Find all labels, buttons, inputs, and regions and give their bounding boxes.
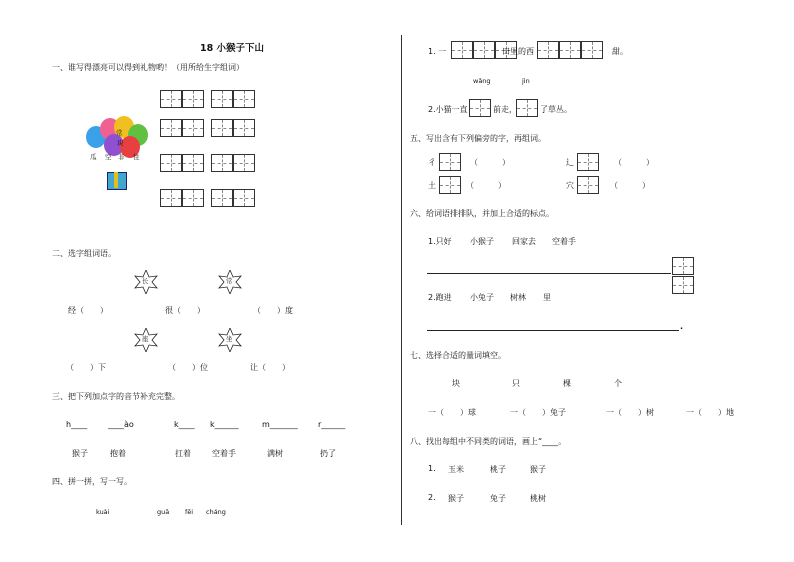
- tian-cell[interactable]: [473, 41, 495, 59]
- q5-heading: 五、写出含有下列偏旁的字，再组词。: [410, 134, 546, 143]
- fill-blank[interactable]: （ ）: [470, 158, 510, 167]
- radical: 土: [428, 181, 436, 190]
- tian-cell[interactable]: [211, 154, 233, 172]
- pinyin-prompt: kuài: [96, 508, 110, 516]
- sentence-1a: 1. 一: [428, 47, 447, 56]
- column-divider: [401, 35, 402, 525]
- word[interactable]: 猴子: [530, 465, 546, 474]
- fill-blank[interactable]: （ ）位: [168, 363, 208, 372]
- balloon-char: 空: [105, 153, 112, 161]
- fill-blank[interactable]: 经（ ）: [68, 306, 108, 315]
- word[interactable]: 猴子: [448, 494, 464, 503]
- fill-blank[interactable]: （ ）: [610, 181, 650, 190]
- tian-cell[interactable]: [439, 176, 461, 194]
- word: 满树: [267, 449, 283, 458]
- balloon-char: 非: [118, 153, 125, 161]
- measure-word: 棵: [563, 379, 571, 388]
- word[interactable]: 兔子: [490, 494, 506, 503]
- page-title: 18 小猴子下山: [200, 43, 265, 54]
- answer-line[interactable]: [427, 330, 679, 331]
- tian-cell[interactable]: [160, 90, 182, 108]
- q1-heading: 一、谁写得漂亮可以得到礼物哟！（用所给生字组词）: [52, 63, 244, 72]
- gift-ribbon: [114, 172, 118, 188]
- pinyin-prompt: guā: [157, 508, 170, 516]
- word: 回家去: [512, 237, 536, 246]
- measure-word: 块: [452, 379, 460, 388]
- q6-heading: 六、给词语排排队，并加上合适的标点。: [410, 209, 554, 218]
- tian-cell[interactable]: [160, 189, 182, 207]
- tian-cell[interactable]: [451, 41, 473, 59]
- group-number: 2.: [428, 493, 436, 502]
- fill-blank[interactable]: 一（ ）球: [428, 408, 476, 417]
- word: 空着手: [212, 449, 236, 458]
- sentence-1c: 甜。: [612, 47, 628, 56]
- balloon-char: 常: [116, 129, 123, 137]
- q7-heading: 七、选择合适的量词填空。: [410, 351, 506, 360]
- tian-cell[interactable]: [182, 189, 204, 207]
- tian-cell[interactable]: [233, 119, 255, 137]
- word: 空着手: [552, 237, 576, 246]
- radical: 辶: [566, 158, 574, 167]
- tian-cell[interactable]: [577, 176, 599, 194]
- word: 树林: [510, 293, 526, 302]
- fill-blank[interactable]: （ ）: [614, 158, 654, 167]
- fill-blank[interactable]: （ ）: [466, 181, 506, 190]
- sentence-2c: 了草丛。: [540, 105, 572, 114]
- tian-cell[interactable]: [182, 154, 204, 172]
- tian-cell[interactable]: [233, 154, 255, 172]
- q2-heading: 二、选字组词语。: [52, 249, 116, 258]
- tian-cell[interactable]: [182, 90, 204, 108]
- balloon-char: 往: [133, 153, 140, 161]
- measure-word: 只: [512, 379, 520, 388]
- pinyin-blank[interactable]: m_______: [262, 420, 298, 429]
- pinyin-prompt: wǎng: [473, 77, 491, 85]
- tian-cell[interactable]: [233, 189, 255, 207]
- pinyin-blank[interactable]: h____: [66, 420, 88, 429]
- fill-blank[interactable]: 很（ ）: [165, 306, 205, 315]
- sentence-2b: 前走，: [493, 105, 517, 114]
- sentence-2a: 2.小猫一直: [428, 105, 468, 114]
- tian-cell[interactable]: [439, 153, 461, 171]
- star-char: 座: [142, 335, 149, 343]
- pinyin-prompt: jìn: [522, 77, 530, 85]
- tian-cell[interactable]: [233, 90, 255, 108]
- tian-cell[interactable]: [577, 153, 599, 171]
- answer-line[interactable]: [427, 273, 671, 274]
- word: 小兔子: [470, 293, 494, 302]
- pinyin-blank[interactable]: k____: [174, 420, 195, 429]
- tian-cell[interactable]: [537, 41, 559, 59]
- fill-blank[interactable]: 一（ ）兔子: [510, 408, 566, 417]
- word: 抱着: [110, 449, 126, 458]
- pinyin-prompt: cháng: [206, 508, 226, 516]
- pinyin-prompt: fēi: [185, 508, 194, 516]
- fill-blank[interactable]: （ ）下: [66, 363, 106, 372]
- tian-cell[interactable]: [516, 99, 538, 117]
- tian-cell[interactable]: [672, 257, 694, 275]
- pinyin-blank[interactable]: k______: [210, 420, 239, 429]
- word[interactable]: 玉米: [448, 465, 464, 474]
- radical: 穴: [566, 181, 574, 190]
- q3-heading: 三、把下列加点字的音节补充完整。: [52, 392, 180, 401]
- fill-blank[interactable]: 一（ ）树: [606, 408, 654, 417]
- word[interactable]: 桃树: [530, 494, 546, 503]
- fill-blank[interactable]: 让（ ）: [250, 363, 290, 372]
- balloon-char: 瓜: [90, 153, 97, 161]
- tian-cell[interactable]: [559, 41, 581, 59]
- tian-cell[interactable]: [469, 99, 491, 117]
- tian-cell[interactable]: [182, 119, 204, 137]
- word[interactable]: 桃子: [490, 465, 506, 474]
- tian-cell[interactable]: [211, 119, 233, 137]
- word: 1.只好: [428, 237, 452, 246]
- balloon-char: 块: [117, 139, 124, 147]
- star-char: 长: [142, 277, 149, 285]
- fill-blank[interactable]: 一（ ）地: [686, 408, 734, 417]
- measure-word: 个: [614, 379, 622, 388]
- tian-cell[interactable]: [211, 90, 233, 108]
- word: 2.跑进: [428, 293, 452, 302]
- word: 猴子: [72, 449, 88, 458]
- radical: 彳: [428, 158, 436, 167]
- word: 扔了: [320, 449, 336, 458]
- q8-heading: 八、找出每组中不同类的词语，画上“____。: [410, 437, 567, 446]
- word: 扛着: [175, 449, 191, 458]
- period-mark: .: [680, 322, 684, 331]
- q4-heading: 四、拼一拼，写一写。: [52, 477, 132, 486]
- star-char: 常: [226, 277, 233, 285]
- sentence-1b: 田里的西: [502, 47, 534, 56]
- tian-cell[interactable]: [160, 154, 182, 172]
- word: 小猴子: [470, 237, 494, 246]
- pinyin-blank[interactable]: r______: [318, 420, 346, 429]
- star-char: 坐: [226, 335, 233, 343]
- fill-blank[interactable]: （ ）度: [253, 306, 293, 315]
- pinyin-blank[interactable]: ____ào: [108, 420, 134, 429]
- group-number: 1.: [428, 464, 436, 473]
- tian-cell[interactable]: [211, 189, 233, 207]
- word: 里: [543, 293, 551, 302]
- tian-cell[interactable]: [581, 41, 603, 59]
- tian-cell[interactable]: [160, 119, 182, 137]
- tian-cell[interactable]: [672, 276, 694, 294]
